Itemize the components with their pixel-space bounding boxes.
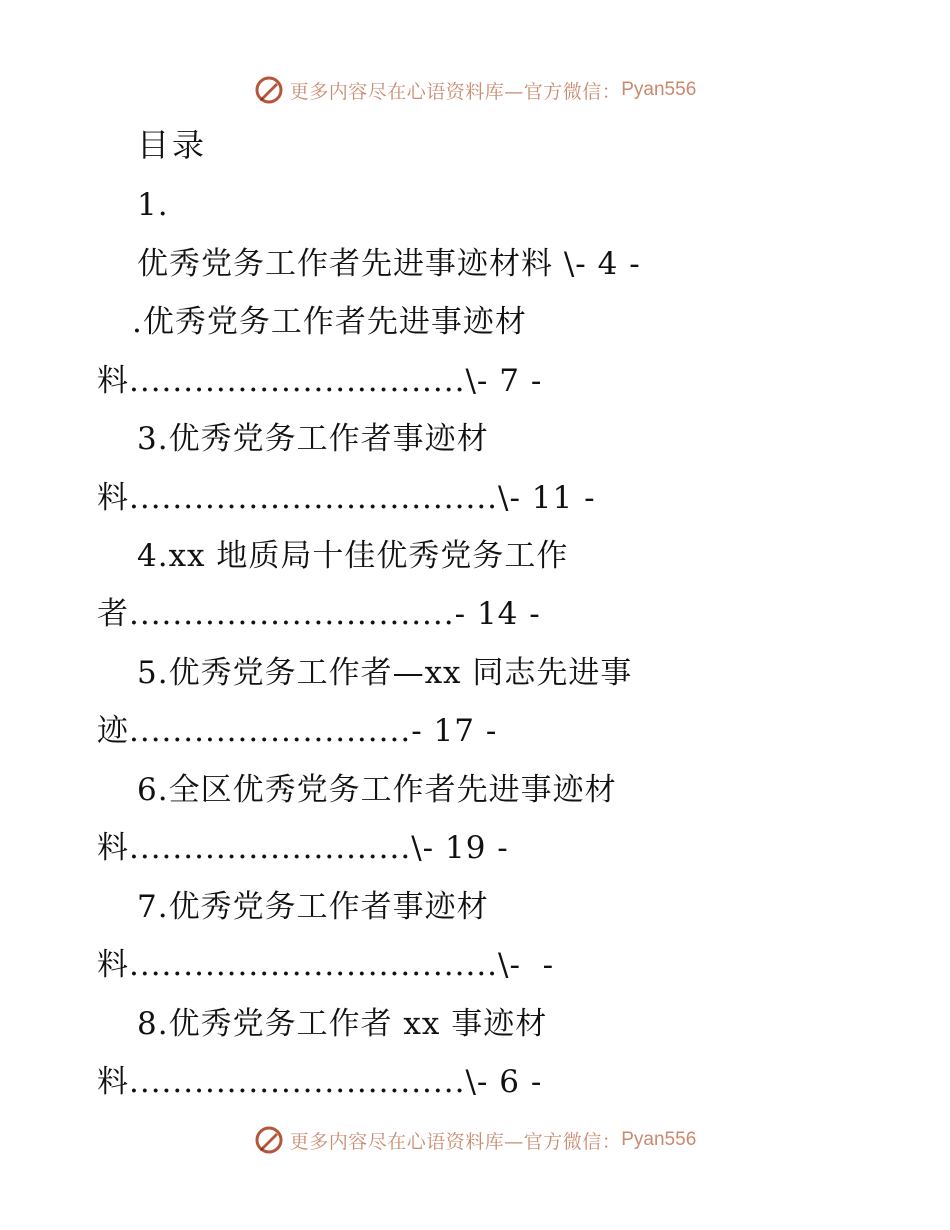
toc-line: 优秀党务工作者先进事迹材料 \- 4 - xyxy=(137,246,641,282)
footer-watermark-banner xyxy=(0,1120,950,1160)
toc-line: 7.优秀党务工作者事迹材 xyxy=(137,889,489,925)
banner-text: 更多内容尽在心语资料库—官方微信： xyxy=(289,1130,622,1153)
toc-line: 料..................................\- - xyxy=(97,947,555,983)
toc-line: 4.xx 地质局十佳优秀党务工作 xyxy=(137,538,569,574)
toc-title: 目录 xyxy=(137,126,208,164)
quill-pen-logo-icon xyxy=(254,75,284,105)
toc-line: 料..................................\- 11 - xyxy=(97,480,596,516)
header-watermark-banner xyxy=(0,70,950,110)
banner-wechat-id: Pyan556 xyxy=(621,79,697,100)
toc-line: 6.全区优秀党务工作者先进事迹材 xyxy=(137,772,617,808)
toc-line: 8.优秀党务工作者 xx 事迹材 xyxy=(137,1006,548,1042)
banner-text: 更多内容尽在心语资料库—官方微信： xyxy=(289,80,622,103)
toc-line: 料...............................\- 6 - xyxy=(97,1064,543,1100)
toc-line: .优秀党务工作者先进事迹材 xyxy=(132,304,527,340)
toc-line: 3.优秀党务工作者事迹材 xyxy=(137,421,489,457)
toc-line: 料...............................\- 7 - xyxy=(97,363,543,399)
toc-line: 5.优秀党务工作者—xx 同志先进事 xyxy=(137,655,633,691)
quill-pen-logo-icon xyxy=(254,1125,284,1155)
toc-line: 1. xyxy=(137,187,169,223)
banner-wechat-id: Pyan556 xyxy=(621,1129,697,1150)
toc-line: 料..........................\- 19 - xyxy=(97,830,509,866)
toc-line: 迹..........................- 17 - xyxy=(97,713,498,749)
toc-line: 者..............................- 14 - xyxy=(97,596,541,632)
